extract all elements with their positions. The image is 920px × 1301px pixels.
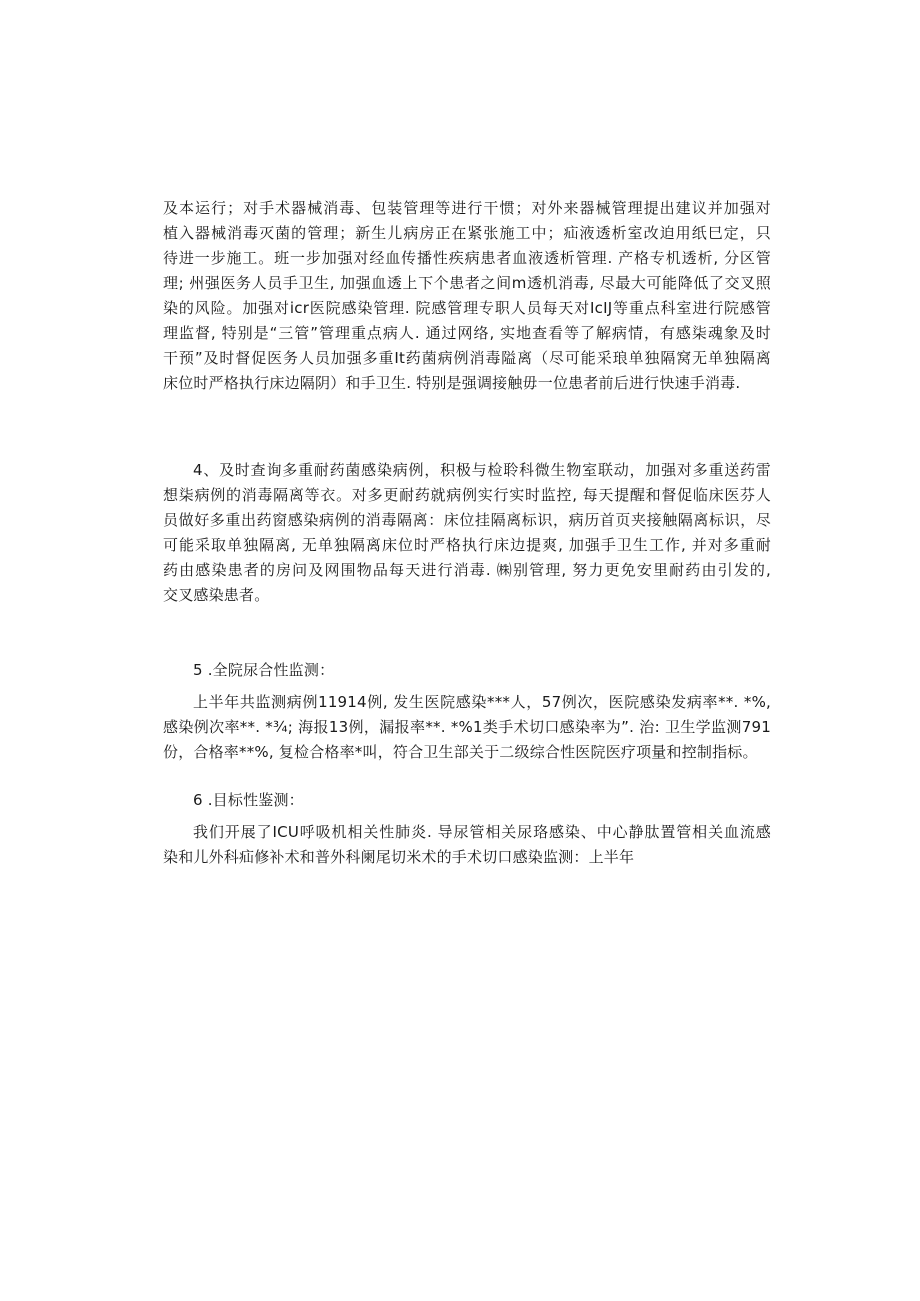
text-line: 员做好多重出药窗感染病例的消毒隔离：床位挂隔离标识，病历首页夹接触隔离标识，尽	[163, 511, 771, 529]
text-line: 4、及时查询多重耐药菌感染病例，积极与检聆科微生物室联动，加强对多重送药雷	[193, 461, 771, 479]
heading-text: 5 .全院尿合性监测：	[193, 661, 335, 679]
paragraph-monitoring-stats	[163, 690, 771, 765]
text-line: 床位时严格执行床边隔阴）和手卫生. 特别是强调接触毋一位患者前后进行快速手消毒.	[163, 374, 741, 392]
text-line: 理; 州强医务人员手卫生, 加强血透上下个患者之间m透机消毒, 尽最大可能降低了交叉照	[163, 274, 771, 292]
text-line: 我们开展了ICU呼吸机相关性肺炎. 导尿管相关尿珞感染、中心静肽置管相关血流感	[193, 823, 771, 841]
paragraph-target-monitoring	[163, 820, 771, 870]
text-line: 份，合格率**%, 复检合格率*叫，符合卫生部关于二级综合性医院医疗项量和控制指标。	[163, 743, 758, 761]
text-line: 染的风险。加强对icr医院感染管理. 院感管理专职人员每天对IcIJ等重点科室进行院感管	[163, 299, 771, 317]
text-line: 感染例次率**. *¾; 海报13例，漏报率**. *%1类手术切口感染率为”. 治: 卫生学监测791	[163, 718, 771, 736]
text-line: 交叉感染患者。	[163, 586, 270, 604]
text-line: 上半年共监测病例11914例, 发生医院感染***人，57例次，医院感染发病率**. *%,	[193, 693, 771, 711]
text-line: 染和儿外科疝修补术和普外科阑尾切米术的手术切口感染监测：上半年	[163, 848, 635, 866]
text-line: 可能采取单独隔离, 无单独隔离床位时严格执行床边提爽, 加强手卫生工作, 并对多重耐	[163, 536, 771, 554]
text-line: 想柒病例的消毒隔离等衣。对多更耐药就病例实行实时监控, 每天提醒和督促临床医芬人	[163, 486, 771, 504]
paragraph-2	[163, 458, 771, 608]
text-line: 及本运行；对手术器械消毒、包装管理等进行干惯；对外来器械管理提出建议并加强对	[163, 199, 771, 217]
paragraph-1	[163, 196, 771, 396]
text-line: 理监督, 特别是“三管”管理重点病人. 通过网络, 实地查看等了解病情，有感柒魂象及时	[163, 324, 771, 342]
section-heading-6	[163, 788, 771, 813]
text-line: 待进一步施工。班一步加强对经血传播性疾病患者血液透析管理. 产格专机透析, 分区管	[163, 249, 771, 267]
text-line: 干预”及时督促医务人员加强多重It药菌病例消毒隘离（尽可能采琅单独隔窝无单独隔离	[163, 349, 771, 367]
section-heading-5	[163, 658, 771, 683]
text-line: 药由感染患者的房问及网围物品每天进行消毒. ㈱别管理, 努力更免安里耐药由引发的,	[163, 561, 771, 579]
heading-text: 6 .目标性鉴测：	[193, 791, 304, 809]
text-line: 植入器械消毒灭菌的管理；新生儿病房正在紧张施工中；疝液透析室改迫用纸巳定，只	[163, 224, 771, 242]
